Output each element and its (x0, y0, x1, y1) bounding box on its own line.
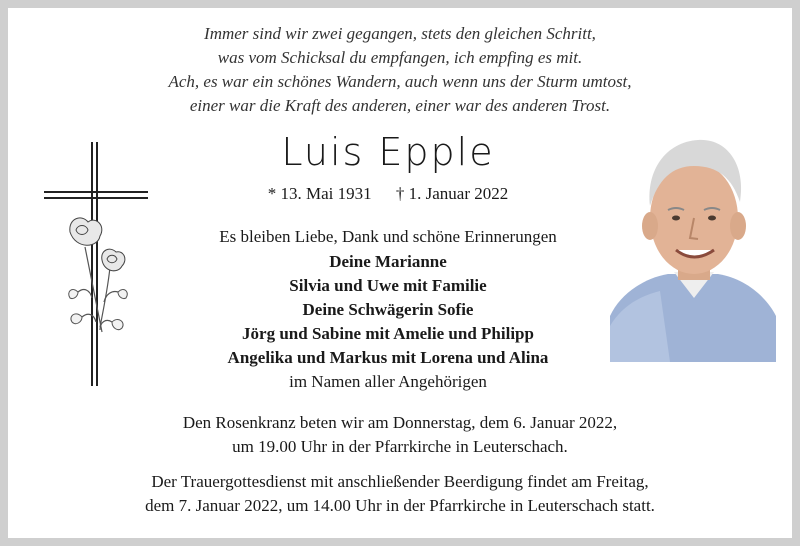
rosary-line-2: um 19.00 Uhr in der Pfarrkirche in Leuterschach. (232, 437, 568, 456)
cross-with-roses-icon (40, 132, 150, 392)
rosary-line-1: Den Rosenkranz beten wir am Donnerstag, dem 6. Januar 2022, (182, 413, 618, 432)
deceased-name: Luis Epple (281, 130, 495, 174)
poem-line-4: einer war die Kraft des anderen, einer war des anderen Trost. (189, 96, 611, 115)
poem-line-3: Ach, es war ein schönes Wandern, auch wenn uns der Sturm umtost, (168, 72, 632, 91)
birth-date: * 13. Mai 1931 (267, 184, 372, 203)
portrait-photo (610, 126, 776, 362)
mourners-closing: im Namen aller Angehörigen (289, 372, 487, 391)
mourner-line: Deine Marianne (329, 252, 447, 271)
life-dates (208, 184, 568, 204)
mourners-intro: Es bleiben Liebe, Dank und schöne Erinnerungen (219, 227, 557, 246)
mourner-line: Angelika und Markus mit Lorena und Alina (227, 348, 549, 367)
funeral-line-2: dem 7. Januar 2022, um 14.00 Uhr in der Pfarrkirche in Leuterschach statt. (145, 496, 655, 515)
mourner-line: Deine Schwägerin Sofie (302, 300, 474, 319)
mourner-line: Silvia und Uwe mit Familie (289, 276, 487, 295)
poem-line-2: was vom Schicksal du empfangen, ich empfing es mit. (217, 48, 583, 67)
funeral-line-1: Der Trauergottesdienst mit anschließender Beerdigung findet am Freitag, (151, 472, 649, 491)
poem-line-1: Immer sind wir zwei gegangen, stets den gleichen Schritt, (204, 24, 596, 43)
mourner-line: Jörg und Sabine mit Amelie und Philipp (242, 324, 534, 343)
death-date: † 1. Januar 2022 (395, 184, 509, 203)
